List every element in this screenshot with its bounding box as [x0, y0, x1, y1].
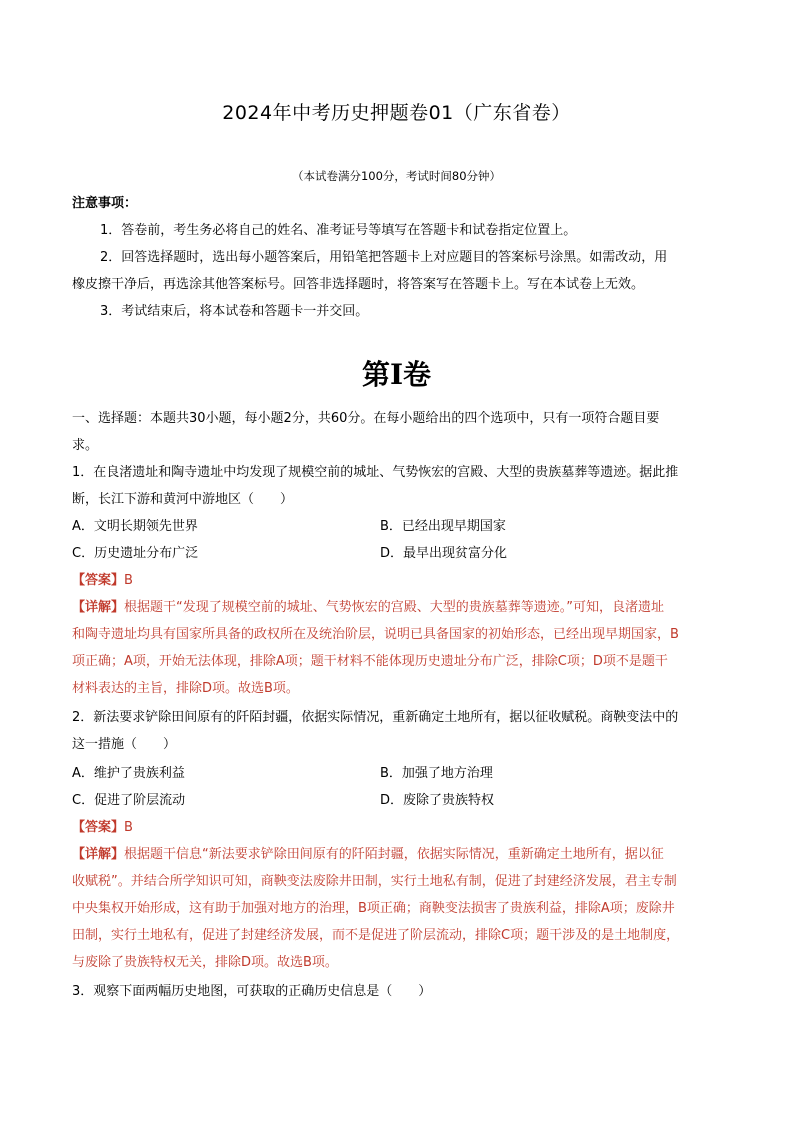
page-title: 2024年中考历史押题卷01（广东省卷） — [222, 102, 571, 124]
option-c: C．历史遗址分布广泛 — [72, 546, 199, 561]
detail-text: 材料表达的主旨，排除D项。故选B项。 — [72, 681, 299, 696]
detail-text: 田制，实行土地私有，促进了封建经济发展，而不是促进了阶层流动，排除C项；题干涉及的是土地制度， — [72, 928, 680, 943]
detail-text: 根据题干信息“新法要求铲除田间原有的阡陌封疆，依据实际情况，重新确定土地所有，据以征 — [124, 847, 664, 862]
notice-heading: 注意事项： — [72, 196, 138, 211]
question-stem: 这一措施（ ） — [72, 737, 177, 752]
option-c: C．促进了阶层流动 — [72, 793, 186, 808]
answer-line — [72, 572, 133, 590]
detail-text: 项正确；A项，开始无法体现，排除A项；题干材料不能体现历史遗址分布广泛，排除C项；D项不是题干 — [72, 654, 668, 669]
option-d: D．最早出现贫富分化 — [380, 546, 508, 561]
answer-value: B — [124, 573, 133, 588]
option-b: B．加强了地方治理 — [380, 766, 493, 781]
option-a: A．文明长期领先世界 — [72, 519, 198, 534]
question-stem: 1．在良渚遗址和陶寺遗址中均发现了规模空前的城址、气势恢宏的宫殿、大型的贵族墓葬等遗迹。据此推 — [72, 465, 679, 480]
detail-text: 中央集权开始形成，这有助于加强对地方的治理，B项正确；商鞅变法损害了贵族利益，排除A项；废除井 — [72, 901, 675, 916]
detail-tag: 【详解】 — [72, 600, 125, 615]
instruction-line: 一、选择题：本题共30小题，每小题2分，共60分。在每小题给出的四个选项中，只有一项符合题目要 — [72, 411, 660, 426]
notice-item: 3．考试结束后，将本试卷和答题卡一并交回。 — [100, 304, 369, 319]
option-b: B．已经出现早期国家 — [380, 519, 506, 534]
instruction-line: 求。 — [72, 438, 99, 453]
detail-text: 根据题干“发现了规模空前的城址、气势恢宏的宫殿、大型的贵族墓葬等遗迹。”可知，良渚遗址 — [124, 600, 664, 615]
option-a: A．维护了贵族利益 — [72, 766, 185, 781]
answer-line — [72, 819, 133, 837]
detail-tag: 【详解】 — [72, 847, 125, 862]
question-stem: 3．观察下面两幅历史地图，可获取的正确历史信息是（ ） — [72, 984, 432, 999]
question-stem: 断，长江下游和黄河中游地区（ ） — [72, 492, 294, 507]
detail-line — [72, 846, 664, 864]
question-stem: 2．新法要求铲除田间原有的阡陌封疆，依据实际情况，重新确定土地所有，据以征收赋税。商鞅变法中的 — [72, 710, 679, 725]
exam-info: （本试卷满分100分，考试时间80分钟） — [291, 169, 502, 183]
detail-line — [72, 599, 664, 617]
option-d: D．废除了贵族特权 — [380, 793, 495, 808]
section-title: 第Ⅰ卷 — [361, 358, 432, 391]
detail-text: 和陶寺遗址均具有国家所具备的政权所在及统治阶层，说明已具备国家的初始形态，已经出现早期国家，B — [72, 627, 679, 642]
notice-item: 1．答卷前，考生务必将自己的姓名、准考证号等填写在答题卡和试卷指定位置上。 — [100, 223, 577, 238]
answer-value: B — [124, 820, 133, 835]
notice-item: 橡皮擦干净后，再选涂其他答案标号。回答非选择题时，将答案写在答题卡上。写在本试卷上无效。 — [72, 277, 645, 292]
notice-item: 2．回答选择题时，选出每小题答案后，用铅笔把答题卡上对应题目的答案标号涂黑。如需改动，用 — [100, 250, 668, 265]
detail-text: 收赋税”。并结合所学知识可知，商鞅变法废除井田制，实行土地私有制，促进了封建经济发展，君主专制 — [72, 874, 677, 889]
answer-tag: 【答案】 — [72, 820, 125, 835]
answer-tag: 【答案】 — [72, 573, 125, 588]
detail-text: 与废除了贵族特权无关，排除D项。故选B项。 — [72, 955, 338, 970]
